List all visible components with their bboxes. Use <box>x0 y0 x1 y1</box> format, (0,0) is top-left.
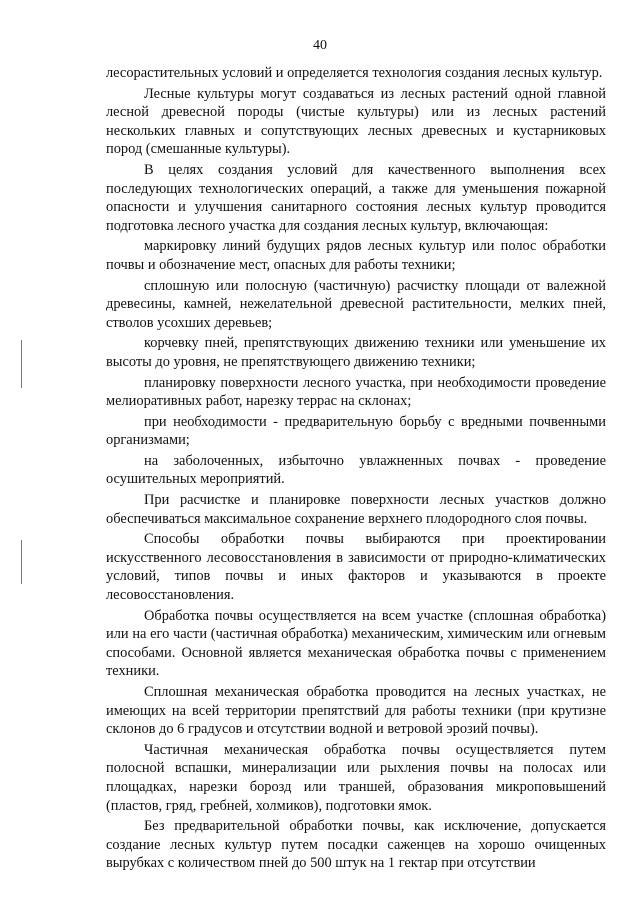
paragraph: Способы обработки почвы выбираются при проектировании искусственного лесовосстановления в зависимости от природно-климатических условий, типов почвы и иных факторов и указываются в проекте лесовосстановления. <box>106 531 606 604</box>
paragraph: В целях создания условий для качественного выполнения всех последующих технологических операций, а также для уменьшения пожарной опасности и улучшения санитарного состояния лесных культур проводится подготовка лесного участка для создания лесных культур, включающая: <box>106 161 606 234</box>
list-item: при необходимости - предварительную борьбу с вредными почвенными организмами; <box>106 413 606 449</box>
paragraph: Лесные культуры могут создаваться из лесных растений одной главной лесной древесной породы (чистые культуры) или из лесных растений нескольких главных и сопутствующих лесных древесных и кустарниковых пород (смешанные культуры). <box>106 85 606 158</box>
paragraph: Сплошная механическая обработка проводится на лесных участках, не имеющих на всей территории препятствий для работы техники (при крутизне склонов до 6 градусов и отсутствии водной и ветровой эрозий почвы). <box>106 684 606 738</box>
list-item: маркировку линий будущих рядов лесных культур или полос обработки почвы и обозначение мест, опасных для работы техники; <box>106 238 606 273</box>
paragraph-continuation: лесорастительных условий и определяется технология создания лесных культур. <box>106 65 603 81</box>
left-margin-mark <box>21 540 22 584</box>
list-item: корчевку пней, препятствующих движению техники или уменьшение их высоты до уровня, не препятствующего движению техники; <box>106 335 606 370</box>
paragraph: При расчистке и планировке поверхности лесных участков должно обеспечиваться максимальное сохранение верхнего плодородного слоя почвы. <box>106 492 606 527</box>
paragraph: Обработка почвы осуществляется на всем участке (сплошная обработка) или на его части (частичная обработка) механическим, химическим или огневым способами. Основной является механическая обработка почвы с применением техники. <box>106 607 606 680</box>
list-item: на заболоченных, избыточно увлажненных почвах - проведение осушительных мероприятий. <box>106 452 606 488</box>
paragraph: Без предварительной обработки почвы, как исключение, допускается создание лесных культур путем посадки саженцев на хорошо очищенных вырубках с количеством пней до 500 штук на 1 гектар при отсутствии <box>106 818 606 872</box>
left-margin-mark <box>21 340 22 388</box>
list-item: планировку поверхности лесного участка, при необходимости проведение мелиоративных работ, нарезку террас на склонах; <box>106 374 606 410</box>
page-number: 40 <box>313 38 327 53</box>
paragraph: Частичная механическая обработка почвы осуществляется путем полосной вспашки, минерализации или рыхления почвы на полосах или площадках, нарезки борозд или траншей, образования микроповышений (пластов, гряд, гребней, холмиков), подготовки ямок. <box>106 741 606 814</box>
document-body <box>106 64 606 875</box>
list-item: сплошную или полосную (частичную) расчистку площади от валежной древесины, камней, нежелательной древесной растительности, мелких пней, стволов усохших деревьев; <box>106 277 606 331</box>
